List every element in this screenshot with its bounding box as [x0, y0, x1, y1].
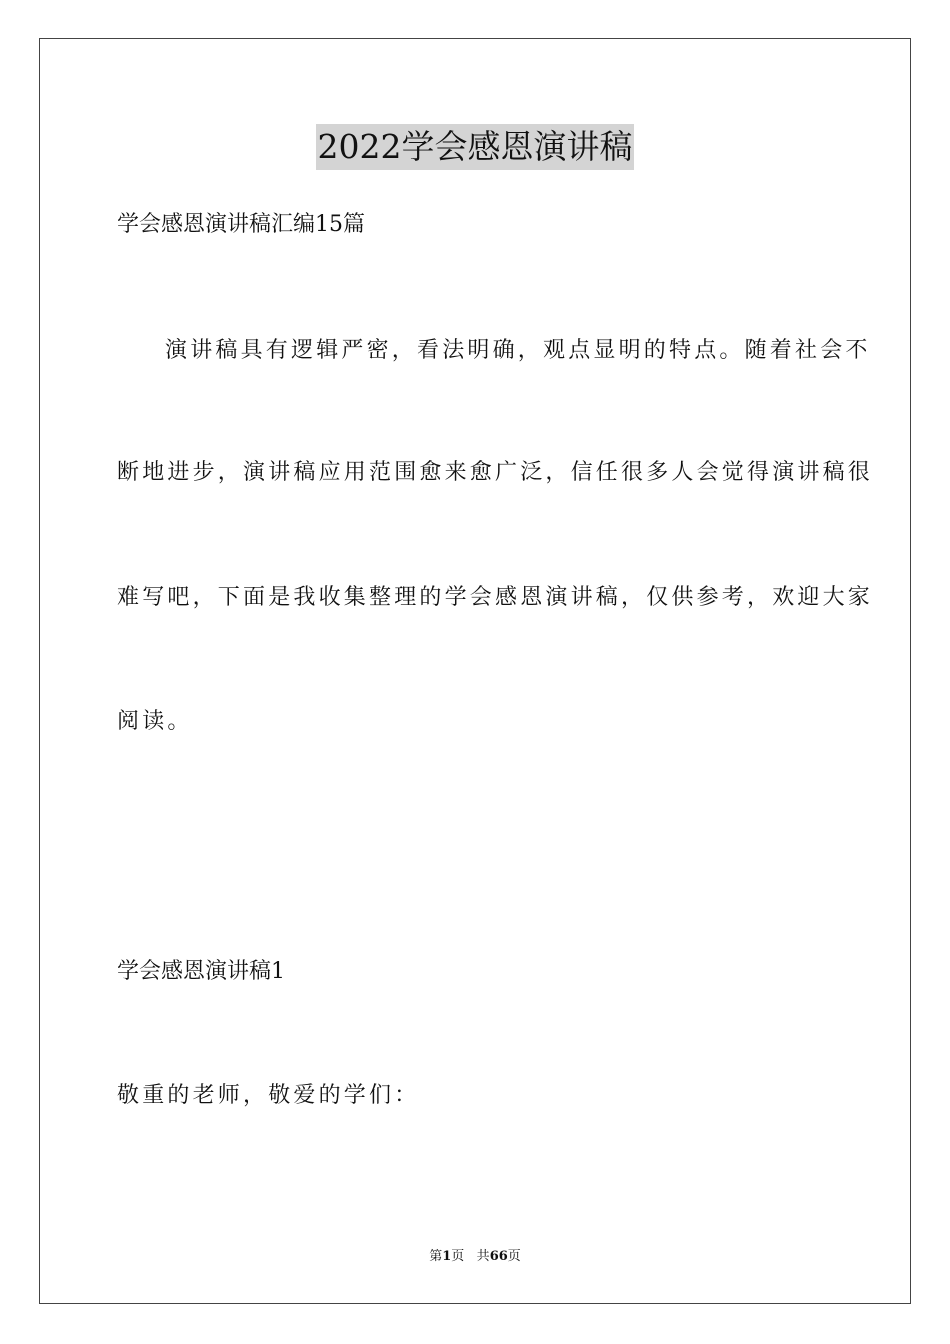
salutation: 敬重的老师，敬爱的学们： — [117, 1083, 420, 1108]
section-heading: 学会感恩演讲稿1 — [117, 959, 285, 984]
total-prefix: 共 — [476, 1249, 490, 1264]
page-total: 66 — [489, 1249, 508, 1264]
page-prefix: 第 — [429, 1249, 443, 1264]
intro-line-4: 阅读。 — [117, 709, 193, 734]
title-container — [0, 124, 950, 170]
page-footer — [0, 1248, 950, 1266]
page-current: 1 — [442, 1249, 452, 1264]
document-title: 2022学会感恩演讲稿 — [316, 124, 635, 170]
intro-line-1: 演讲稿具有逻辑严密，看法明确，观点显明的特点。随着社会不 — [165, 338, 871, 363]
total-suffix: 页 — [507, 1249, 521, 1264]
page-suffix: 页 — [451, 1249, 465, 1264]
intro-line-2: 断地进步，演讲稿应用范围愈来愈广泛，信任很多人会觉得演讲稿很 — [117, 460, 874, 485]
intro-line-3: 难写吧，下面是我收集整理的学会感恩演讲稿，仅供参考，欢迎大家 — [117, 585, 874, 610]
document-subtitle: 学会感恩演讲稿汇编15篇 — [117, 212, 365, 237]
